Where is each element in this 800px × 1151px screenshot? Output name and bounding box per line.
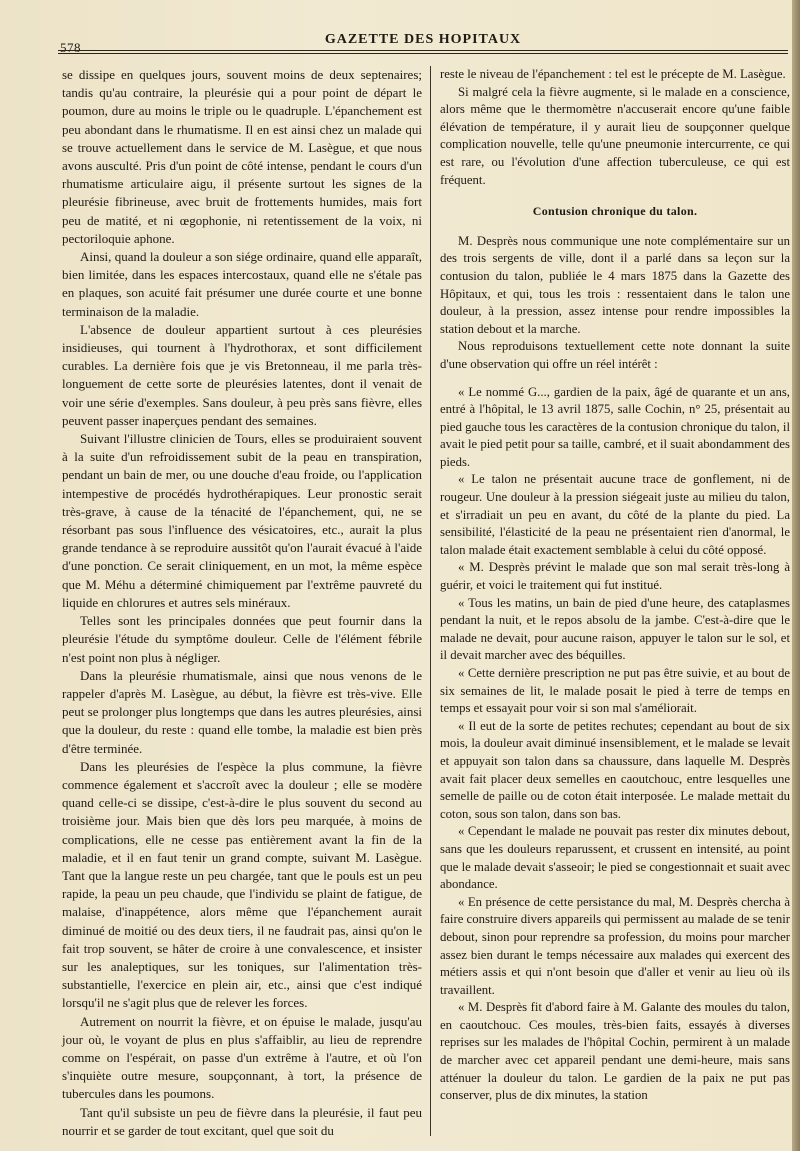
- paragraph: Tant qu'il subsiste un peu de fièvre dans la pleurésie, il faut peu nourrir et se garder de tout excitant, quel que soit du: [62, 1104, 422, 1138]
- header-rule-double: [58, 53, 788, 54]
- paragraph: reste le niveau de l'épanchement : tel est le précepte de M. Lasègue.: [440, 67, 786, 81]
- paragraph: Si malgré cela la fièvre augmente, si le malade en a conscience, alors même que le thermomètre n'accuserait encore qu'une faible élévation de température, il y aurait lieu de soupçonner quelque complication nouvelle, telle qu'une pneumonie intercurrente, ce qui est rare, ou l'évolution d'une affection tuberculeuse, ce qui est fréquent.: [440, 84, 790, 187]
- page-number: 578: [60, 40, 81, 55]
- column-divider: [430, 66, 431, 1136]
- spacer: [440, 374, 790, 384]
- quote-paragraph: « M. Desprès fit d'abord faire à M. Galante des moules du talon, en caoutchouc. Ces moules, très-bien faits, essayés à diverses reprises sur les malades de l'hôpital Cochin, permirent à un malade de marcher avec cet appareil pendant une demi-heure, mais sans atténuer la douleur du talon. Le gardien de la paix ne put pas conserver, plus de dix minutes, la station: [440, 1000, 790, 1103]
- paragraph: Dans la pleurésie rhumatismale, ainsi que nous venons de le rappeler d'après M. Lasègue, au début, la fièvre est très-vive. Elle peut se prolonger plus longtemps que dans les autres pleurésies, ainsi que la douleur, du reste : quand elle tombe, la maladie est bien près d'être terminée.: [62, 667, 422, 756]
- paragraph: L'absence de douleur appartient surtout à ces pleurésies insidieuses, qui tournent à l'hydrothorax, et sont difficilement curables. La dernière fois que je vis Bretonneau, il me parla très-longuement de cette sorte de pleurésies latentes, dont il venait de voir une série d'exemples. Sans douleur, à peu près sans fièvre, elles peuvent passer inaperçues pendant des semaines.: [62, 321, 422, 428]
- journal-title: GAZETTE DES HOPITAUX: [324, 32, 522, 47]
- page-header: [58, 30, 788, 55]
- quote-paragraph: « M. Desprès prévint le malade que son mal serait très-long à guérir, et voici le traitement qui fut institué.: [440, 560, 790, 593]
- paragraph: Autrement on nourrit la fièvre, et on épuise le malade, jusqu'au jour où, le voyant de plus en plus s'affaiblir, au lieu de reprendre comme on l'espérait, on passe d'un extrême à l'autre, et où l'on s'inquiète outre mesure, soupçonnant, à tort, la présence de tubercules dans les poumons.: [62, 1013, 422, 1102]
- page-edge: [792, 0, 800, 1151]
- quote-paragraph: « Cette dernière prescription ne put pas être suivie, et au bout de six semaines de lit, le malade posait le pied à terre de temps en temps et essayait pour voir si son mal s'améliorait.: [440, 666, 790, 716]
- paragraph: Telles sont les principales données que peut fournir dans la pleurésie l'étude du symptôme douleur. Celle de l'élément fébrile n'est point non plus à négliger.: [62, 613, 422, 665]
- paragraph: Suivant l'illustre clinicien de Tours, elles se produiraient souvent à la suite d'un refroidissement subit de la peau en transpiration, pendant un bain de mer, ou une douche d'eau froide, ou l'application intempestive de procédés hydrothérapiques. Leur pronostic serait très-grave, à cause de la ténacité de l'épanchement, qui, ne se résorbant pas sous l'influence des vésicatoires, etc., aurait la plus grande tendance à se reproduire aussitôt qu'on l'aurait évacué à l'aide d'une ponction. Ce serait cliniquement, en un mot, la même espèce que M. Méhu a déterminé chimiquement par l'extrême pauvreté du liquide en chlorures et autres sels minéraux.: [62, 431, 422, 610]
- paragraph: M. Desprès nous communique une note complémentaire sur un des trois sergents de ville, dont il a parlé dans sa leçon sur la contusion du talon, publiée le 4 mars 1875 dans la Gazette des Hôpitaux, et qui, tous les trois : ressentaient dans le talon une douleur, à la pression, assez intense pour rendre impossibles la station debout et la marche.: [440, 233, 790, 336]
- quote-paragraph: « Le talon ne présentait aucune trace de gonflement, ni de rougeur. Une douleur à la pression siégeait juste au milieu du talon, et s'irradiait un peu en avant, du côté de la plante du pied. La sensibilité, l'élasticité de la peau ne présentaient rien d'anormal, le talon malade était exactement semblable à celui du côté opposé.: [440, 472, 790, 557]
- section-title: Contusion chronique du talon.: [532, 204, 698, 219]
- header-rule: [58, 50, 788, 51]
- quote-paragraph: « Il eut de la sorte de petites rechutes; cependant au bout de six mois, la douleur avait diminué insensiblement, et le malade se levait et appuyait son talon dans sa chaussure, dans laquelle M. Desprès avait fait placer deux semelles en caoutchouc, entre lesquelles une semelle de paille ou de coton était interposée. Le malade mettait du coton, sous son talon, dans son bas.: [440, 718, 790, 821]
- quote-paragraph: « Le nommé G..., gardien de la paix, âgé de quarante et un ans, entré à l'hôpital, le 13 avril 1875, salle Cochin, n° 25, présentait au pied gauche tous les caractères de la contusion chronique du talon, il avait le pied petit pour sa taille, cambré, et il suait abondamment des pieds.: [440, 384, 790, 469]
- quote-paragraph: « Cependant le malade ne pouvait pas rester dix minutes debout, sans que les douleurs reparussent, et crussent en intensité, au point que le malade devait s'asseoir; le pied se congestionnait et suait avec abondance.: [440, 824, 790, 892]
- paragraph: se dissipe en quelques jours, souvent moins de deux septenaires; tandis qu'au contraire, la pleurésie qui a pour point de départ le poumon, dure au moins le triple ou le quadruple. L'épanchement est peu abondant dans le rhumatisme. Il en est ainsi chez un malade qui se trouve actuellement dans le service de M. Lasègue, et que nous avons ausculté. Pris d'un point de côté intense, pendant le cours d'un rhumatisme articulaire aigu, il présente surtout les signes de la pleurésie fibrineuse, avec bruit de frottements humides, mais fort peu de matité, et ni œgophonie, ni retentissement de la voix, ni pectoriloquie aphone.: [62, 67, 422, 246]
- quote-paragraph: « Tous les matins, un bain de pied d'une heure, des cataplasmes pendant la nuit, et le repos absolu de la jambe. C'est-à-dire que le malade ne devait, pour aucune raison, appuyer le talon sur le sol, et il devait marcher avec des béquilles.: [440, 595, 790, 663]
- right-column: [440, 66, 790, 1105]
- quote-paragraph: « En présence de cette persistance du mal, M. Desprès chercha à faire construire divers appareils qui permissent au malade de se tenir debout, sinon pour reprendre sa profession, du moins pour marcher assez bien durant le temps nécessaire aux malades qui exercent des métiers assis et qui n'ont besoin que d'aller et venir au lieu où ils travaillent.: [440, 894, 790, 997]
- paragraph: Dans les pleurésies de l'espèce la plus commune, la fièvre commence également et s'accroît avec la douleur ; elle se modère quand celle-ci se dissipe, c'est-à-dire le plus souvent du second au troisième jour. Mais bien que dès lors peu marquée, à moins de complications, elle ne cesse pas entièrement avant la fin de la maladie, et il en faut tenir un grand compte, suivant M. Lasègue. Tant que la langue reste un peu chargée, tant que le pouls est un peu rapide, la peau un peu chaude, que l'individu se plaint de fatigue, de malaise, d'inappétence, alors même que l'épanchement aurait diminué de moitié ou des deux tiers, il ne faudrait pas, ainsi qu'on le fait trop souvent, se hâter de croire à une convalescence, et insister sur les analeptiques, sur les toniques, sur l'alimentation très-substantielle, l'exercice en plein air, etc., ainsi que c'est indiqué lorsqu'il ne s'agit plus que de relever les forces.: [62, 758, 422, 1011]
- left-column: [62, 66, 422, 1140]
- paragraph: Ainsi, quand la douleur a son siége ordinaire, quand elle apparaît, bien limitée, dans les espaces intercostaux, quand elle ne s'étale pas en plaques, son acuité fait présumer une durée courte et une bonne terminaison de la maladie.: [62, 249, 422, 319]
- paragraph: Nous reproduisons textuellement cette note donnant la suite d'une observation qui offre un réel intérêt :: [440, 339, 790, 371]
